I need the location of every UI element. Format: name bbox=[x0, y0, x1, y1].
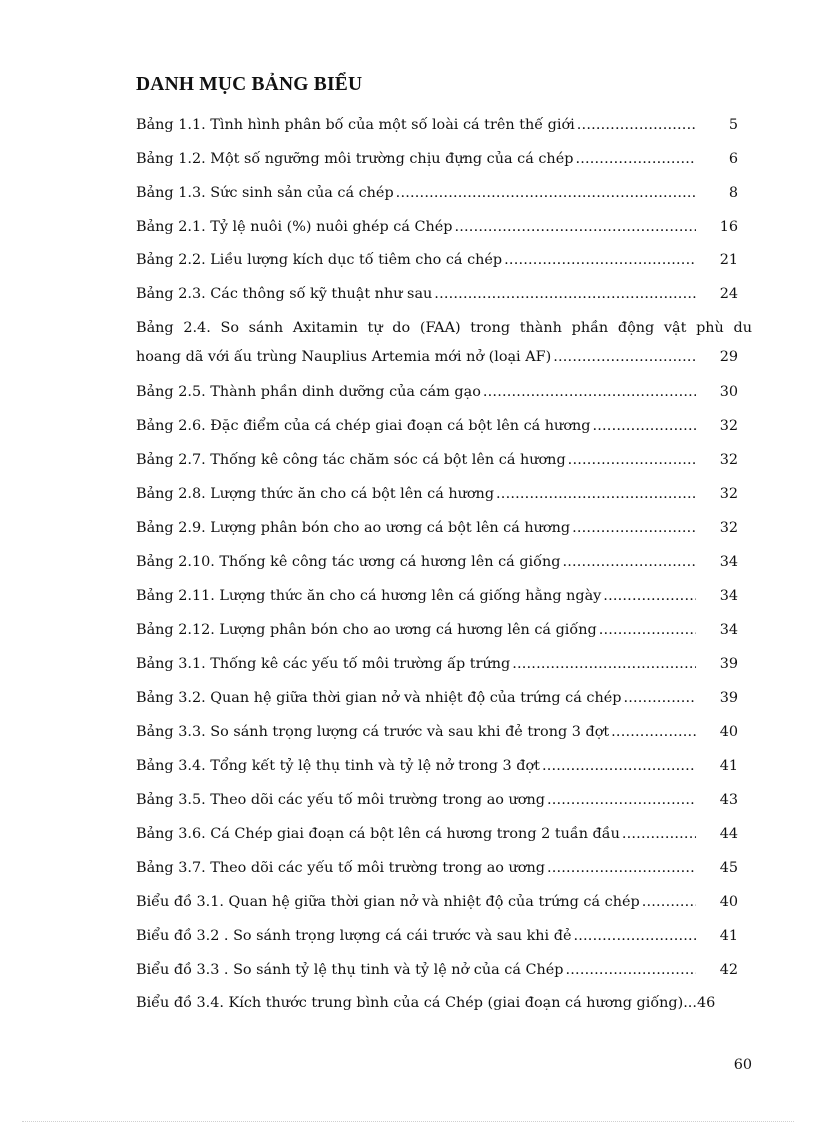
dot-leader bbox=[496, 484, 696, 504]
dot-leader bbox=[562, 552, 696, 572]
toc-entry[interactable] bbox=[136, 217, 752, 237]
dot-leader bbox=[642, 892, 696, 912]
dot-leader bbox=[568, 450, 696, 470]
toc-entry-caption: Bảng 3.6. Cá Chép giai đoạn cá bột lên cá hương trong 2 tuần đầu bbox=[136, 826, 620, 842]
toc-entry-caption: Bảng 3.2. Quan hệ giữa thời gian nở và nhiệt độ của trứng cá chép bbox=[136, 690, 622, 706]
toc-entry[interactable] bbox=[136, 250, 752, 270]
toc-entry-page: 42 bbox=[719, 962, 738, 978]
toc-entry-page: 44 bbox=[719, 826, 738, 842]
page-number: 60 bbox=[733, 1057, 752, 1073]
toc-entry-page: 32 bbox=[719, 486, 738, 502]
toc-entry-page: 32 bbox=[719, 418, 738, 434]
toc-entry-page: 40 bbox=[719, 894, 738, 910]
toc-entry[interactable] bbox=[136, 552, 752, 572]
dot-leader bbox=[599, 620, 696, 640]
dot-leader bbox=[573, 926, 696, 946]
toc-entry[interactable] bbox=[136, 484, 752, 504]
toc-entry[interactable] bbox=[136, 858, 752, 878]
dot-leader bbox=[396, 183, 696, 203]
toc-entry[interactable] bbox=[136, 654, 752, 674]
toc-entry-page: 6 bbox=[728, 151, 738, 167]
toc-entry-page: 5 bbox=[728, 117, 738, 133]
dot-leader bbox=[566, 960, 697, 980]
dot-leader bbox=[504, 250, 696, 270]
toc-entry[interactable] bbox=[136, 620, 752, 640]
toc-entry[interactable] bbox=[136, 183, 752, 203]
toc-entry-page: 30 bbox=[719, 384, 738, 400]
toc-entry[interactable] bbox=[136, 284, 752, 304]
toc-entry-caption: Bảng 2.1. Tỷ lệ nuôi (%) nuôi ghép cá Chép bbox=[136, 219, 453, 235]
toc-entry-line2[interactable] bbox=[136, 347, 752, 367]
dot-leader bbox=[572, 518, 696, 538]
toc-entry-caption: Bảng 1.2. Một số ngưỡng môi trường chịu đựng của cá chép bbox=[136, 151, 574, 167]
dot-leader bbox=[623, 688, 696, 708]
toc-entry-caption: Bảng 3.7. Theo dõi các yếu tố môi trường trong ao ương bbox=[136, 860, 545, 876]
toc-entry-caption: Bảng 2.4. So sánh Axitamin tự do (FAA) trong thành phần động vật phù du bbox=[136, 320, 752, 336]
toc-entry-caption: Bảng 1.3. Sức sinh sản của cá chép bbox=[136, 185, 394, 201]
toc-entry-caption: hoang dã với ấu trùng Nauplius Artemia mới nở (loại AF) bbox=[136, 349, 552, 365]
dot-leader bbox=[622, 824, 696, 844]
toc-entry-page: 43 bbox=[719, 792, 738, 808]
toc-entry-caption: Bảng 2.6. Đặc điểm của cá chép giai đoạn cá bột lên cá hương bbox=[136, 418, 591, 434]
toc-entry-caption: Biểu đồ 3.1. Quan hệ giữa thời gian nở và nhiệt độ của trứng cá chép bbox=[136, 894, 640, 910]
toc-entry-caption: Biểu đồ 3.4. Kích thước trung bình của cá Chép (giai đoạn cá hương giống)...46 bbox=[136, 995, 716, 1011]
dot-leader bbox=[547, 790, 696, 810]
toc-entry-page: 39 bbox=[719, 656, 738, 672]
toc-entry[interactable] bbox=[136, 824, 752, 844]
toc-entry-caption: Biểu đồ 3.2 . So sánh trọng lượng cá cái trước và sau khi đẻ bbox=[136, 928, 572, 944]
toc-entry[interactable] bbox=[136, 149, 752, 169]
toc-entry[interactable] bbox=[136, 688, 752, 708]
toc-entry-page: 39 bbox=[719, 690, 738, 706]
toc-entry[interactable] bbox=[136, 960, 752, 980]
toc-entry[interactable] bbox=[136, 382, 752, 402]
toc-entry-caption: Bảng 3.5. Theo dõi các yếu tố môi trường trong ao ương bbox=[136, 792, 545, 808]
dot-leader bbox=[553, 347, 696, 367]
toc-entry-caption: Bảng 2.7. Thống kê công tác chăm sóc cá bột lên cá hương bbox=[136, 452, 566, 468]
toc-entry-page: 21 bbox=[719, 252, 738, 268]
dot-leader bbox=[483, 382, 696, 402]
toc-entry-page: 41 bbox=[719, 928, 738, 944]
toc-entry[interactable] bbox=[136, 586, 752, 606]
dot-leader bbox=[547, 858, 696, 878]
toc-entry[interactable] bbox=[136, 756, 752, 776]
toc-entry-page: 41 bbox=[719, 758, 738, 774]
toc-entry[interactable] bbox=[136, 416, 752, 436]
toc-entry-caption: Bảng 2.10. Thống kê công tác ương cá hương lên cá giống bbox=[136, 554, 561, 570]
dot-leader bbox=[611, 722, 696, 742]
toc-entry[interactable] bbox=[136, 926, 752, 946]
toc-entry-page: 16 bbox=[719, 219, 738, 235]
toc-entry-page: 8 bbox=[728, 185, 738, 201]
toc-entry-page: 34 bbox=[719, 622, 738, 638]
dot-leader bbox=[434, 284, 696, 304]
toc-entry-caption: Bảng 2.5. Thành phần dinh dưỡng của cám gạo bbox=[136, 384, 481, 400]
dot-leader bbox=[454, 217, 696, 237]
toc-entry[interactable] bbox=[136, 892, 752, 912]
toc-entry[interactable] bbox=[136, 993, 752, 1013]
toc-entry-page: 32 bbox=[719, 520, 738, 536]
toc-entry-page: 40 bbox=[719, 724, 738, 740]
toc-entry-caption: Bảng 3.3. So sánh trọng lượng cá trước và sau khi đẻ trong 3 đợt bbox=[136, 724, 610, 740]
toc-entry-caption: Bảng 3.4. Tổng kết tỷ lệ thụ tinh và tỷ lệ nở trong 3 đợt bbox=[136, 758, 540, 774]
dot-leader bbox=[542, 756, 696, 776]
toc-entry-page: 34 bbox=[719, 554, 738, 570]
toc-entry[interactable] bbox=[136, 115, 752, 135]
toc-entry-caption: Bảng 2.2. Liều lượng kích dục tố tiêm cho cá chép bbox=[136, 252, 503, 268]
toc-entry-page: 45 bbox=[719, 860, 738, 876]
toc-entry-page: 24 bbox=[719, 286, 738, 302]
toc-entry-caption: Bảng 3.1. Thống kê các yếu tố môi trường ấp trứng bbox=[136, 656, 511, 672]
toc-entry-caption: Bảng 2.11. Lượng thức ăn cho cá hương lên cá giống hằng ngày bbox=[136, 588, 602, 604]
dot-leader bbox=[575, 149, 696, 169]
page-title: DANH MỤC BẢNG BIỂU bbox=[136, 74, 363, 95]
toc-entry-page: 32 bbox=[719, 452, 738, 468]
dot-leader bbox=[577, 115, 696, 135]
dot-leader bbox=[592, 416, 696, 436]
toc-entry-caption: Bảng 1.1. Tình hình phân bố của một số loài cá trên thế giới bbox=[136, 117, 575, 133]
toc-entry-caption: Bảng 2.3. Các thông số kỹ thuật như sau bbox=[136, 286, 433, 302]
toc-entry-page: 29 bbox=[719, 349, 738, 365]
toc-entry[interactable] bbox=[136, 518, 752, 538]
footer-divider bbox=[22, 1121, 794, 1122]
dot-leader bbox=[512, 654, 696, 674]
toc-entry-caption: Bảng 2.9. Lượng phân bón cho ao ương cá bột lên cá hương bbox=[136, 520, 571, 536]
toc-entry[interactable] bbox=[136, 790, 752, 810]
toc-entry-page: 34 bbox=[719, 588, 738, 604]
toc-entry[interactable] bbox=[136, 450, 752, 470]
toc-entry-line1[interactable] bbox=[136, 318, 752, 338]
toc-entry[interactable] bbox=[136, 722, 752, 742]
toc-entry-caption: Bảng 2.12. Lượng phân bón cho ao ương cá hương lên cá giống bbox=[136, 622, 597, 638]
toc-entry-caption: Biểu đồ 3.3 . So sánh tỷ lệ thụ tinh và tỷ lệ nở của cá Chép bbox=[136, 962, 564, 978]
toc-entry-caption: Bảng 2.8. Lượng thức ăn cho cá bột lên cá hương bbox=[136, 486, 495, 502]
dot-leader bbox=[603, 586, 696, 606]
